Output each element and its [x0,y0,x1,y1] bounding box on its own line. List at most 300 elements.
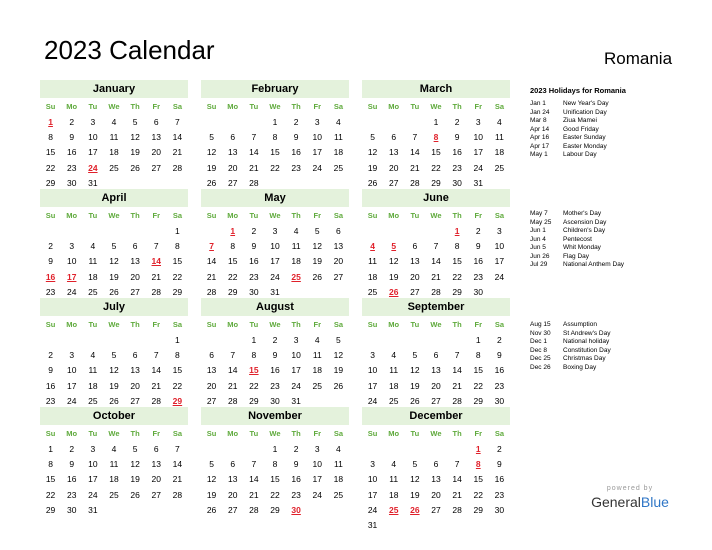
calendar-day: 21 [431,271,441,282]
day-grid [201,115,349,191]
calendar-day: 2 [48,350,53,361]
calendar-day: 20 [431,489,441,500]
empty-cell [362,224,383,239]
weekday-label: Fr [474,429,483,438]
calendar-day: 4 [336,117,341,127]
weekday-label: Su [367,320,378,329]
calendar-day: 31 [270,286,280,297]
weekday-label: We [108,211,120,220]
calendar-day: 3 [293,335,299,345]
holiday-item [530,227,700,236]
weekday-label: Th [130,211,140,220]
calendar-day: 1 [272,117,278,127]
weekday-label: Fr [152,429,161,438]
month-header: July [40,298,188,316]
holiday-day: 25 [388,504,399,515]
holiday-day: 1 [48,117,53,127]
holiday-item [530,236,700,245]
weekday-label: Sa [172,211,182,220]
calendar-day: 22 [270,489,280,500]
calendar-day: 6 [433,350,439,361]
holiday-name: National holiday [563,338,610,345]
month-header: December [362,407,510,425]
month-october [40,407,188,518]
weekday-label: Su [45,102,56,111]
calendar-day: 28 [151,395,161,406]
generalblue-logo[interactable] [588,484,672,511]
weekday-label: Sa [494,102,504,111]
calendar-day: 22 [473,380,483,391]
weekday-label: We [430,320,442,329]
month-april [40,189,188,315]
empty-cell [125,333,146,348]
calendar-day: 7 [454,350,460,361]
weekday-label: Mo [388,320,400,329]
calendar-day: 15 [45,474,56,485]
calendar-day: 13 [151,459,161,470]
calendar-day: 6 [209,350,214,361]
calendar-day: 19 [109,271,119,282]
weekday-label: Th [452,320,462,329]
calendar-day: 18 [388,489,399,500]
calendar-day: 10 [270,241,280,252]
calendar-day: 4 [90,241,96,252]
calendar-day: 6 [153,117,159,127]
calendar-day: 2 [272,335,278,345]
calendar-day: 9 [272,350,278,361]
calendar-day: 3 [370,350,375,361]
holiday-name: National Anthem Day [563,261,625,268]
calendar-day: 19 [109,380,119,391]
calendar-day: 28 [151,286,161,297]
calendar-day: 23 [473,271,483,282]
calendar-day: 22 [172,380,183,391]
calendar-day: 30 [494,395,505,406]
calendar-day: 16 [66,474,77,485]
holiday-group [530,210,700,270]
weekday-label: Mo [66,102,78,111]
holiday-day: 8 [433,132,439,143]
calendar-day: 10 [66,256,77,267]
calendar-day: 6 [391,132,397,143]
calendar-day: 19 [388,271,399,282]
calendar-day: 16 [494,365,505,376]
calendar-day: 9 [454,132,460,143]
month-header: November [201,407,349,425]
holiday-item [530,219,700,228]
calendar-day: 26 [109,395,119,406]
month-july [40,298,188,424]
weekday-label: Fr [313,102,322,111]
calendar-day: 22 [270,162,280,173]
calendar-day: 24 [270,271,280,282]
day-grid [201,224,349,300]
calendar-day: 30 [66,504,77,515]
weekday-label: Mo [66,429,78,438]
calendar-day: 4 [111,117,117,127]
empty-cell [362,442,383,457]
calendar-day: 12 [130,459,140,470]
calendar-day: 18 [109,474,119,485]
calendar-day: 24 [291,380,301,391]
day-grid [40,115,188,191]
day-grid [201,333,349,409]
calendar-day: 18 [109,147,119,158]
holiday-item [530,321,700,330]
calendar-day: 7 [454,459,460,470]
calendar-day: 28 [452,504,462,515]
calendar-day: 24 [367,504,378,515]
weekday-label: Sa [172,429,182,438]
month-january [40,80,188,191]
holiday-date: Jun 1 [530,227,546,234]
holiday-date: Dec 8 [530,346,547,354]
month-february [201,80,349,191]
calendar-day: 15 [227,256,238,267]
calendar-day: 9 [293,459,299,470]
calendar-day: 16 [66,147,77,158]
calendar-day: 8 [175,350,180,361]
calendar-day: 28 [410,177,420,188]
calendar-day: 17 [88,474,98,485]
holiday-day: 16 [45,271,56,282]
calendar-day: 8 [48,459,53,470]
weekday-label: Th [291,102,301,111]
calendar-day: 23 [66,162,77,173]
empty-cell [222,115,243,130]
holiday-date: Jun 5 [530,244,546,251]
holiday-day: 1 [454,226,460,236]
calendar-day: 20 [431,380,441,391]
calendar-day: 28 [249,177,259,188]
calendar-day: 1 [272,444,278,454]
calendar-day: 20 [151,474,161,485]
calendar-day: 7 [412,132,418,143]
calendar-day: 19 [130,147,140,158]
calendar-day: 30 [66,177,77,188]
holiday-name: Ziua Mamei [563,117,597,124]
calendar-day: 19 [410,489,420,500]
calendar-day: 28 [172,162,183,173]
weekday-label: Sa [333,211,343,220]
calendar-day: 24 [494,271,505,282]
holiday-date: Mar 8 [530,117,547,124]
calendar-day: 10 [66,365,77,376]
empty-cell [222,333,243,348]
calendar-day: 10 [312,459,322,470]
holiday-item [530,330,700,339]
calendar-day: 24 [473,162,483,173]
calendar-day: 25 [88,286,98,297]
weekday-label: Su [367,429,378,438]
month-november [201,407,349,518]
calendar-day: 17 [494,256,505,267]
calendar-day: 12 [410,474,420,485]
calendar-day: 10 [367,474,378,485]
calendar-day: 14 [151,365,161,376]
calendar-day: 18 [494,147,505,158]
calendar-day: 8 [454,241,460,252]
weekday-header [40,209,188,223]
calendar-day: 30 [494,504,505,515]
empty-cell [201,224,222,239]
brand-name: GeneralBlue [591,494,669,510]
weekday-label: Th [130,320,140,329]
weekday-label: We [108,429,120,438]
calendar-day: 13 [206,365,217,376]
calendar-day: 11 [109,459,119,470]
calendar-day: 13 [130,365,140,376]
holiday-item [530,338,700,347]
holiday-group [530,85,700,160]
holiday-group [530,321,700,372]
calendar-day: 9 [497,459,502,470]
calendar-day: 3 [314,117,320,127]
calendar-day: 4 [391,350,397,361]
calendar-day: 29 [473,504,483,515]
weekday-label: Th [452,211,462,220]
calendar-day: 18 [367,271,378,282]
month-header: June [362,189,510,207]
empty-cell [222,442,243,457]
calendar-day: 14 [249,474,259,485]
empty-cell [40,224,61,239]
holiday-item [530,261,700,270]
calendar-day: 4 [314,335,320,345]
calendar-day: 27 [431,504,441,515]
calendar-day: 22 [45,489,56,500]
calendar-day: 22 [249,380,259,391]
calendar-day: 23 [45,286,56,297]
calendar-day: 23 [494,489,505,500]
calendar-day: 23 [270,380,280,391]
calendar-day: 5 [336,335,341,345]
empty-cell [201,442,222,457]
calendar-day: 24 [312,162,322,173]
calendar-day: 6 [336,226,341,236]
weekday-header [201,209,349,223]
calendar-day: 9 [48,365,53,376]
page-title: 2023 Calendar [44,35,215,65]
calendar-day: 28 [227,395,238,406]
calendar-day: 13 [431,474,441,485]
calendar-day: 31 [473,177,483,188]
empty-cell [404,224,425,239]
month-header: March [362,80,510,98]
calendar-day: 7 [251,132,257,143]
calendar-day: 6 [230,132,236,143]
empty-cell [362,333,383,348]
holiday-name: Assumption [563,321,597,328]
weekday-label: Th [291,320,301,329]
empty-cell [82,224,103,239]
calendar-day: 18 [388,380,399,391]
weekday-label: Fr [474,211,483,220]
holiday-day: 4 [370,241,375,252]
empty-cell [383,115,404,130]
calendar-day: 9 [497,350,502,361]
holiday-day: 30 [291,504,301,515]
calendar-day: 23 [291,489,301,500]
holiday-day: 5 [391,241,397,252]
calendar-day: 6 [412,241,418,252]
weekday-header [201,100,349,114]
calendar-day: 18 [291,256,301,267]
holiday-item [530,134,700,143]
calendar-day: 15 [45,147,56,158]
holiday-name: Christmas Day [563,355,606,362]
empty-cell [447,333,468,348]
calendar-day: 8 [475,350,481,361]
weekday-header [201,427,349,441]
calendar-day: 14 [172,459,183,470]
calendar-day: 26 [130,489,140,500]
calendar-day: 11 [495,132,504,143]
calendar-day: 12 [206,474,217,485]
calendar-day: 15 [431,147,441,158]
calendar-day: 12 [206,147,217,158]
holiday-date: Jan 24 [530,108,550,116]
calendar-day: 25 [109,162,119,173]
weekday-label: Fr [152,211,161,220]
holiday-item [530,100,700,109]
empty-cell [383,224,404,239]
calendar-day: 24 [367,395,378,406]
holiday-day: 8 [475,459,481,470]
calendar-day: 23 [291,162,301,173]
holiday-name: Constitution Day [563,346,611,354]
calendar-day: 7 [230,350,236,361]
calendar-day: 21 [452,380,462,391]
calendar-day: 8 [272,459,278,470]
calendar-day: 13 [431,365,441,376]
weekday-label: Su [367,102,378,111]
holiday-name: Unification Day [563,108,607,116]
holiday-day: 15 [249,365,259,376]
month-header: September [362,298,510,316]
calendar-day: 11 [312,350,322,361]
holiday-item [530,143,700,152]
calendar-day: 20 [151,147,161,158]
calendar-day: 22 [227,271,238,282]
calendar-day: 13 [333,241,344,252]
weekday-label: Mo [227,102,239,111]
holiday-name: Children's Day [563,227,606,234]
calendar-day: 11 [88,256,98,267]
holiday-date: Jun 4 [530,235,546,243]
calendar-day: 27 [388,177,399,188]
calendar-day: 8 [230,241,236,252]
holiday-date: Dec 1 [530,338,547,345]
holiday-name: Flag Day [563,252,590,260]
calendar-day: 6 [132,350,138,361]
weekday-label: Tu [88,429,98,438]
weekday-label: Mo [388,211,400,220]
calendar-day: 4 [90,350,96,361]
weekday-label: Fr [152,102,161,111]
calendar-day: 2 [293,444,299,454]
calendar-day: 15 [172,256,183,267]
calendar-day: 20 [130,380,140,391]
holiday-name: New Year's Day [563,100,609,107]
weekday-label: Tu [249,429,259,438]
calendar-day: 21 [206,271,217,282]
empty-cell [125,224,146,239]
calendar-day: 2 [475,226,481,236]
calendar-day: 24 [66,286,77,297]
weekday-label: We [269,429,281,438]
holiday-date: Apr 16 [530,134,550,141]
weekday-label: Fr [313,429,322,438]
calendar-day: 22 [45,162,56,173]
calendar-day: 29 [172,286,183,297]
calendar-day: 20 [206,380,217,391]
calendar-day: 12 [312,241,322,252]
calendar-day: 5 [370,132,375,143]
calendar-day: 22 [452,271,462,282]
calendar-day: 27 [227,177,238,188]
calendar-day: 19 [206,489,217,500]
holiday-day: 26 [410,504,420,515]
calendar-day: 27 [130,395,140,406]
weekday-label: Tu [410,211,420,220]
calendar-day: 5 [314,226,320,236]
calendar-day: 27 [333,271,344,282]
day-grid [362,442,510,533]
calendar-day: 6 [132,241,138,252]
holiday-date: Dec 26 [530,363,551,371]
empty-cell [404,115,425,130]
calendar-day: 26 [333,380,344,391]
calendar-day: 13 [227,147,238,158]
calendar-day: 17 [367,489,378,500]
weekday-label: Sa [333,102,343,111]
calendar-day: 7 [153,350,159,361]
calendar-day: 2 [293,117,299,127]
calendar-day: 2 [251,226,257,236]
weekday-label: Tu [249,211,259,220]
calendar-day: 3 [272,226,278,236]
weekday-label: Sa [333,320,343,329]
calendar-day: 20 [130,271,140,282]
calendar-day: 21 [452,489,462,500]
calendar-day: 9 [293,132,299,143]
empty-cell [146,333,167,348]
calendar-day: 7 [433,241,439,252]
holiday-day: 17 [66,271,77,282]
country-name: Romania [604,49,673,68]
calendar-day: 20 [333,256,344,267]
calendar-day: 19 [333,365,344,376]
weekday-label: Fr [152,320,161,329]
holiday-name: Good Friday [563,125,599,133]
calendar-day: 23 [249,271,259,282]
calendar-day: 16 [45,380,56,391]
calendar-day: 21 [410,162,420,173]
month-header: October [40,407,188,425]
holiday-day: 29 [172,395,183,406]
weekday-label: We [269,102,281,111]
calendar-day: 27 [227,504,238,515]
calendar-day: 29 [45,177,56,188]
weekday-label: Su [45,429,56,438]
holiday-item [530,364,700,373]
calendar-day: 3 [314,444,320,454]
calendar-day: 17 [270,256,280,267]
calendar-day: 14 [452,474,462,485]
calendar-day: 20 [227,162,238,173]
calendar-day: 15 [473,365,483,376]
